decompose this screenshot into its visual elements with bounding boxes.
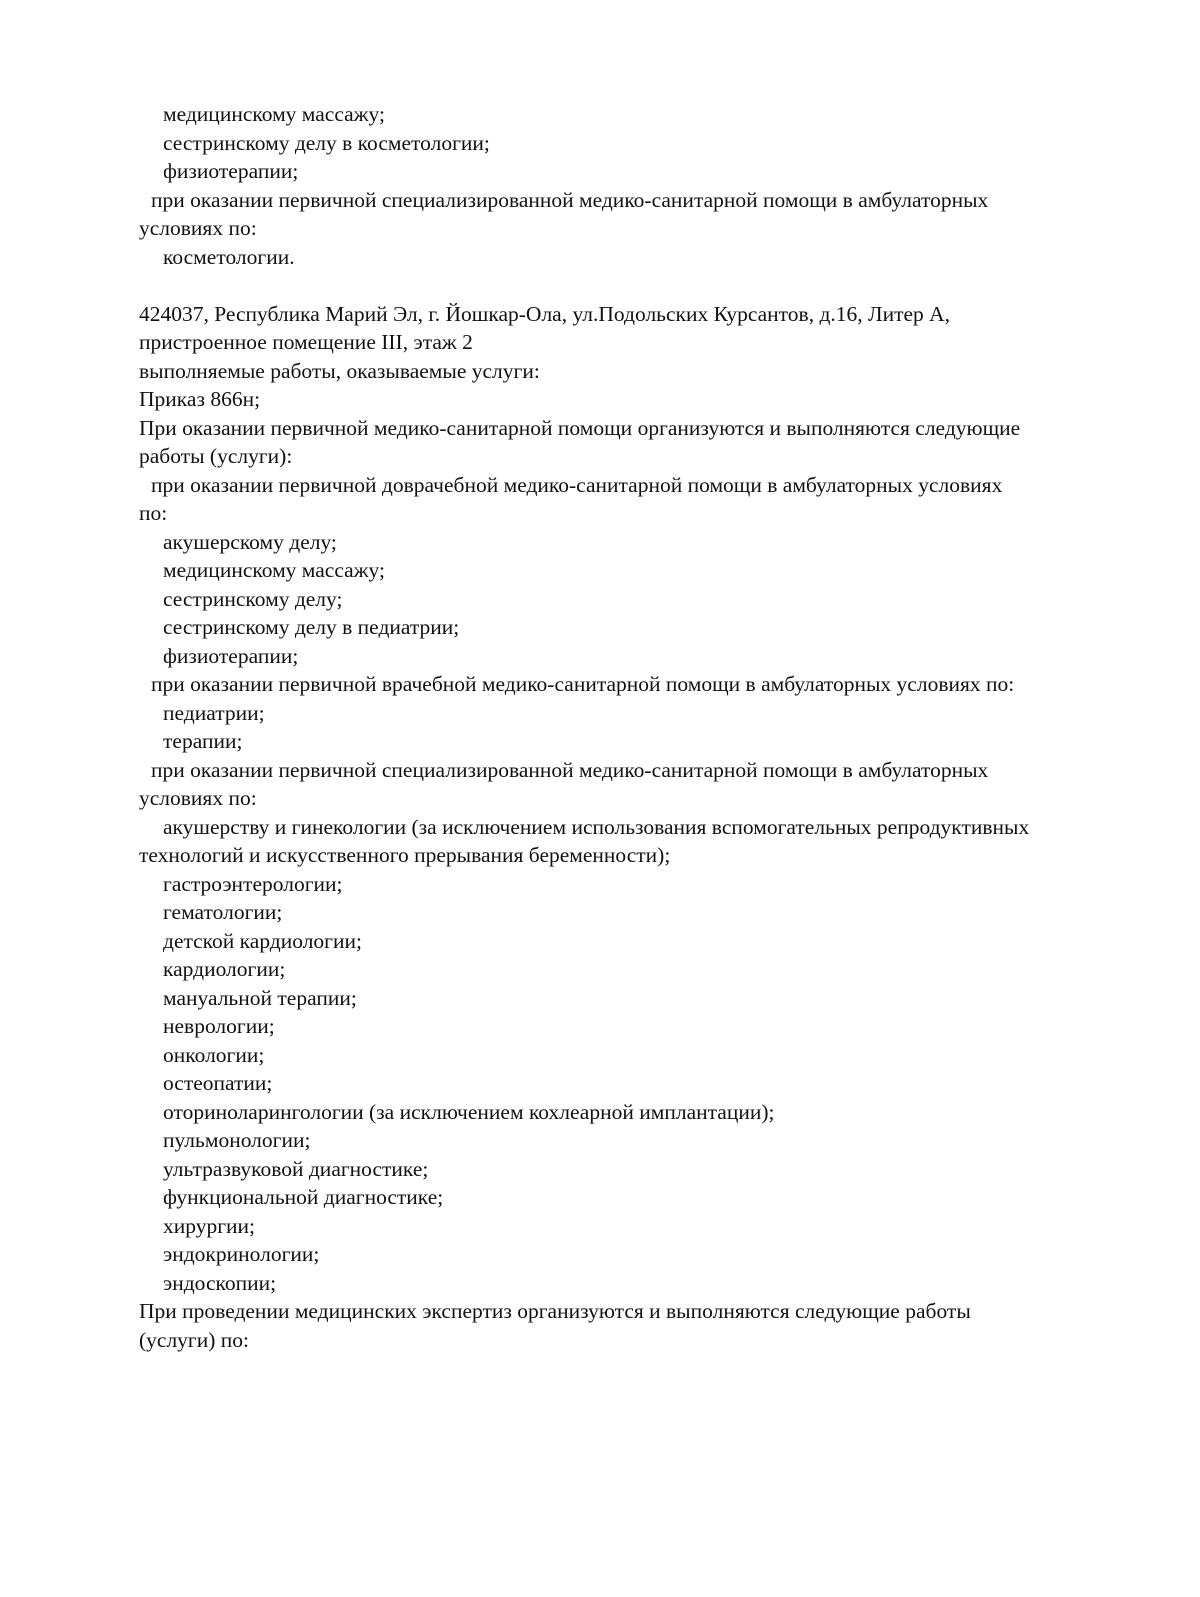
text-line: косметологии. xyxy=(163,244,295,269)
list-item: оториноларингологии (за исключением кохлеарной имплантации); xyxy=(163,1099,775,1124)
list-item: онкологии; xyxy=(163,1042,265,1067)
list-item: пульмонологии; xyxy=(163,1128,311,1152)
list-item: физиотерапии; xyxy=(163,643,299,668)
list-item: остеопатии; xyxy=(163,1071,273,1095)
text-line: медицинскому массажу; xyxy=(163,102,385,126)
text-line: при оказании первичной врачебной медико-санитарной помощи в амбулаторных условиях по: xyxy=(151,672,1015,696)
list-item: хирургии; xyxy=(163,1213,256,1238)
text-line: физиотерапии; xyxy=(163,159,299,183)
list-item: акушерскому делу; xyxy=(163,529,337,554)
list-item: кардиологии; xyxy=(163,957,286,981)
list-item: педиатрии; xyxy=(163,700,265,725)
text-line: работы (услуги): xyxy=(139,444,293,468)
list-item: терапии; xyxy=(163,729,243,753)
text-line: При проведении медицинских экспертиз организуются и выполняются следующие работы xyxy=(139,1299,971,1323)
list-item: неврологии; xyxy=(163,1014,275,1038)
list-item: сестринскому делу в педиатрии; xyxy=(163,615,460,639)
list-item: сестринскому делу; xyxy=(163,586,343,611)
text-line: при оказании первичной специализированной медико-санитарной помощи в амбулаторных xyxy=(151,757,989,782)
text-line: выполняемые работы, оказываемые услуги: xyxy=(139,358,540,383)
list-item: гематологии; xyxy=(163,900,283,924)
list-item: эндоскопии; xyxy=(163,1270,277,1295)
text-line: условиях по: xyxy=(139,216,257,240)
list-item: акушерству и гинекологии (за исключением использования вспомогательных репродуктивных xyxy=(163,814,1030,839)
text-line: При оказании первичной медико-санитарной помощи организуются и выполняются следующие xyxy=(139,415,1021,440)
text-line: Приказ 866н; xyxy=(139,387,261,411)
address-line: пристроенное помещение III, этаж 2 xyxy=(139,330,473,354)
list-item: ультразвуковой диагностике; xyxy=(163,1156,429,1181)
list-item: детской кардиологии; xyxy=(163,928,362,953)
address-line: 424037, Республика Марий Эл, г. Йошкар-Ола, ул.Подольских Курсантов, д.16, Литер А, xyxy=(139,301,951,326)
text-line: (услуги) по: xyxy=(139,1327,250,1352)
list-item: гастроэнтерологии; xyxy=(163,871,343,896)
document-text xyxy=(139,100,1129,1354)
text-line: технологий и искусственного прерывания беременности); xyxy=(139,843,671,867)
list-item: медицинскому массажу; xyxy=(163,558,385,582)
text-line: при оказании первичной специализированной медико-санитарной помощи в амбулаторных xyxy=(151,187,989,212)
text-line: условиях по: xyxy=(139,786,257,810)
paragraph-gap xyxy=(139,271,1129,300)
list-item: мануальной терапии; xyxy=(163,985,357,1010)
text-line: по: xyxy=(139,501,168,525)
text-line: сестринскому делу в косметологии; xyxy=(163,130,490,155)
list-item: функциональной диагностике; xyxy=(163,1185,444,1209)
list-item: эндокринологии; xyxy=(163,1242,320,1266)
text-line: при оказании первичной доврачебной медико-санитарной помощи в амбулаторных условиях xyxy=(151,472,1003,497)
